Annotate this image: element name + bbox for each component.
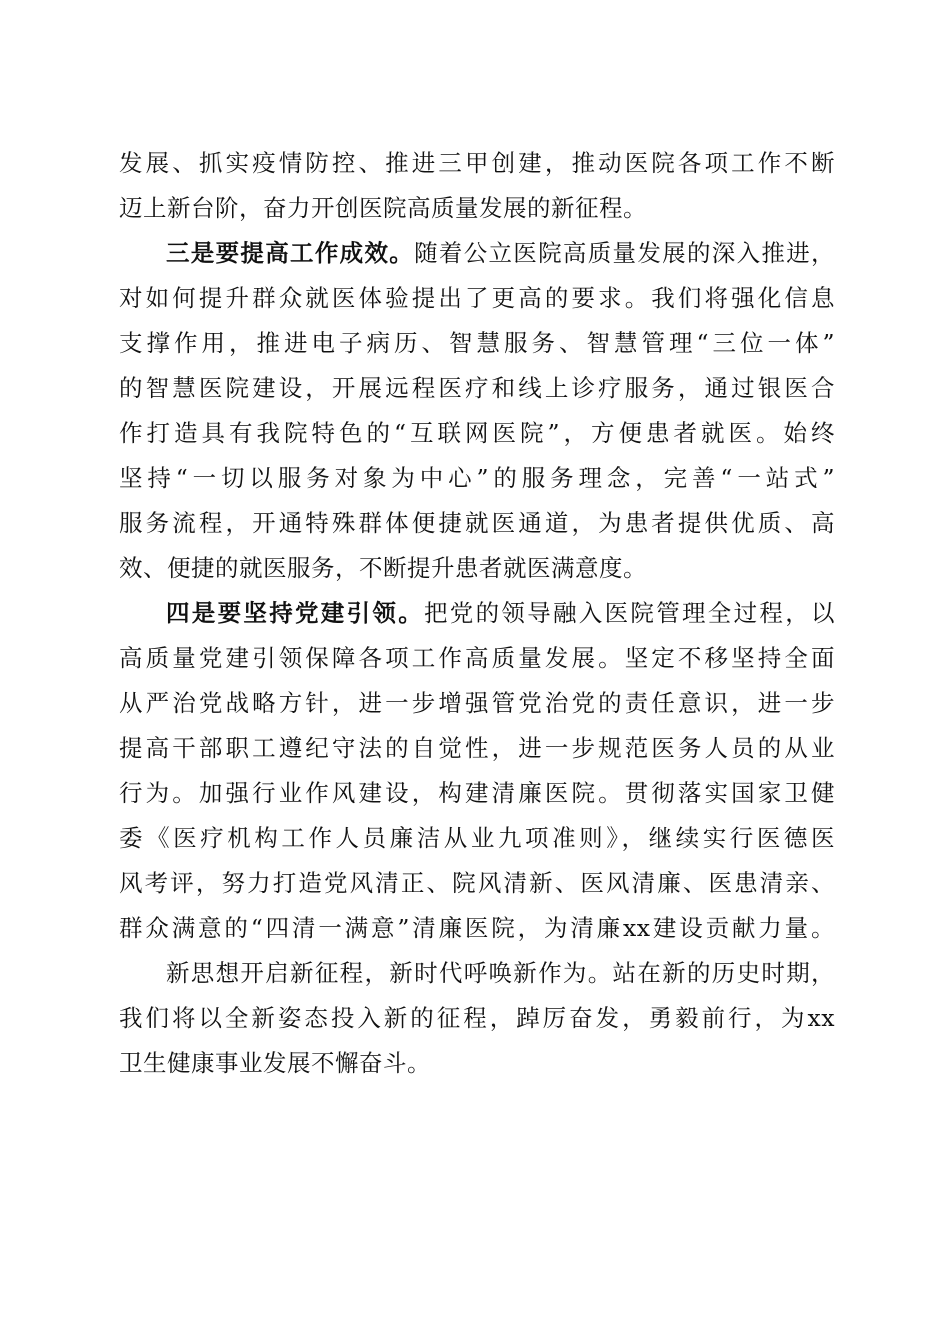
paragraph-1-line-2: 迈上新台阶，奋力开创医院高质量发展的新征程。 [119,194,647,222]
paragraph-2-line-1 [119,231,835,276]
paragraph-4-line-3: 卫生健康事业发展不懈奋斗。 [119,1049,431,1077]
paragraph-3-line-7: 风考评，努力打造党风清正、院风清新、医风清廉、医患清亲、 [119,869,835,897]
paragraph-2 [119,231,835,591]
paragraph-2-line-2: 对如何提升群众就医体验提出了更高的要求。我们将强化信息 [119,284,835,312]
paragraph-3-line-1-text: 把党的领导融入医院管理全过程，以 [424,599,835,627]
document-body [119,141,835,1086]
paragraph-3-heading: 四是要坚持党建引领。 [166,599,424,627]
paragraph-1-line-1: 发展、抓实疫情防控、推进三甲创建，推动医院各项工作不断 [119,149,835,177]
paragraph-2-heading: 三是要提高工作成效。 [166,239,415,267]
paragraph-3-line-1 [119,591,835,636]
paragraph-1 [119,141,835,231]
paragraph-2-line-5: 作打造具有我院特色的“互联网医院”，方便患者就医。始终 [119,419,835,447]
paragraph-3-line-8: 群众满意的“四清一满意”清廉医院，为清廉xx建设贡献力量。 [119,914,835,942]
paragraph-4-line-1: 新思想开启新征程，新时代呼唤新作为。站在新的历史时期， [166,959,835,987]
paragraph-2-line-4: 的智慧医院建设，开展远程医疗和线上诊疗服务，通过银医合 [119,374,835,402]
paragraph-3-line-3: 从严治党战略方针，进一步增强管党治党的责任意识，进一步 [119,689,835,717]
paragraph-3-line-6: 委《医疗机构工作人员廉洁从业九项准则》，继续实行医德医 [119,824,835,852]
paragraph-3-line-4: 提高干部职工遵纪守法的自觉性，进一步规范医务人员的从业 [119,734,835,762]
paragraph-2-line-8: 效、便捷的就医服务，不断提升患者就医满意度。 [119,554,647,582]
paragraph-3-line-2: 高质量党建引领保障各项工作高质量发展。坚定不移坚持全面 [119,644,835,672]
paragraph-2-line-3: 支撑作用，推进电子病历、智慧服务、智慧管理“三位一体” [119,329,835,357]
paragraph-4 [119,951,835,1086]
paragraph-4-line-2: 我们将以全新姿态投入新的征程，踔厉奋发，勇毅前行，为xx [119,1004,835,1032]
paragraph-3 [119,591,835,951]
paragraph-2-line-1-text: 随着公立医院高质量发展的深入推进， [414,239,835,267]
paragraph-2-line-6: 坚持“一切以服务对象为中心”的服务理念，完善“一站式” [119,464,835,492]
paragraph-3-line-5: 行为。加强行业作风建设，构建清廉医院。贯彻落实国家卫健 [119,779,835,807]
paragraph-2-line-7: 服务流程，开通特殊群体便捷就医通道，为患者提供优质、高 [119,509,835,537]
